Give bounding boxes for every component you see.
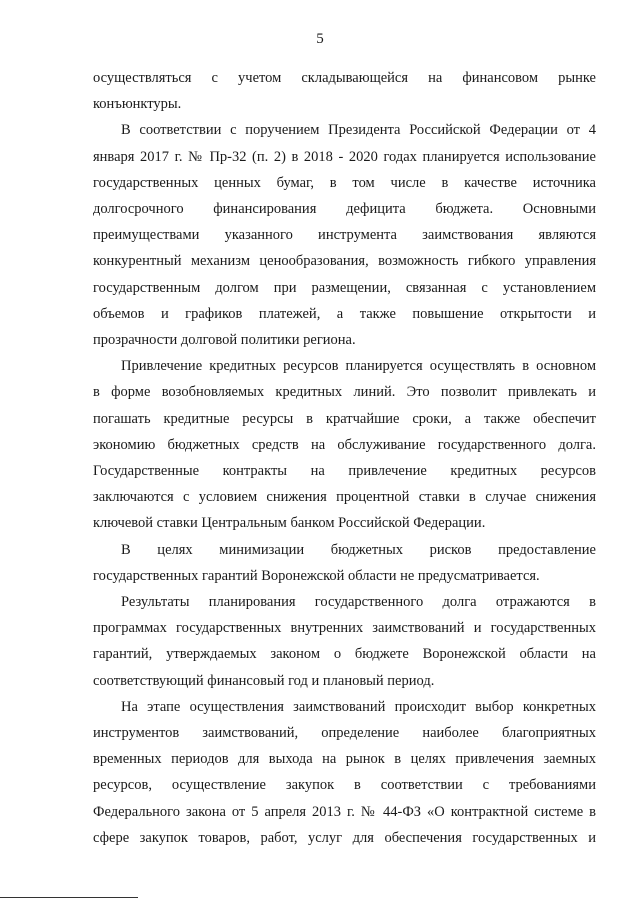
paragraph-3 (93, 353, 596, 536)
paragraph-6 (93, 694, 596, 851)
text-line: временных периодов для выхода на рынок в целях привлечения заемных (93, 751, 596, 768)
text-line: преимуществами указанного инструмента заимствования являются (93, 227, 596, 244)
text-line: погашать кредитные ресурсы в кратчайшие сроки, а также обеспечит (93, 410, 596, 427)
text-line: инструментов заимствований, определение наиболее благоприятных (93, 725, 596, 742)
text-line: Федерального закона от 5 апреля 2013 г. № 44-ФЗ «О контрактной системе в (93, 803, 596, 820)
text-line: конкурентный механизм ценообразования, возможность гибкого управления (93, 253, 596, 270)
text-line: государственных гарантий Воронежской области не предусматривается. (93, 567, 540, 584)
text-line: объемов и графиков платежей, а также повышение открытости и (93, 305, 596, 322)
text-line: На этапе осуществления заимствований происходит выбор конкретных (121, 698, 596, 715)
footnote-separator-line (0, 897, 138, 898)
text-line: сфере закупок товаров, работ, услуг для обеспечения государственных и (93, 829, 596, 846)
page-number: 5 (316, 31, 324, 47)
text-line: в форме возобновляемых кредитных линий. Это позволит привлекать и (93, 384, 596, 401)
text-line: гарантий, утверждаемых законом о бюджете Воронежской области на (93, 646, 596, 663)
text-line: В целях минимизации бюджетных рисков предоставление (121, 541, 596, 558)
text-line: прозрачности долговой политики региона. (93, 332, 356, 349)
text-line: января 2017 г. № Пр-32 (п. 2) в 2018 - 2020 годах планируется использование (93, 148, 596, 165)
text-line: осуществляться с учетом складывающейся на финансовом рынке (93, 70, 596, 86)
text-line: Государственные контракты на привлечение кредитных ресурсов (93, 463, 596, 480)
text-line: заключаются с условием снижения процентной ставки в случае снижения (93, 489, 596, 506)
document-body (93, 65, 596, 851)
text-line: соответствующий финансовый год и плановый период. (93, 672, 435, 689)
text-line: Результаты планирования государственного долга отражаются в (121, 594, 596, 611)
text-line: Привлечение кредитных ресурсов планируется осуществлять в основном (121, 358, 596, 375)
text-line: экономию бюджетных средств на обслуживание государственного долга. (93, 436, 596, 453)
paragraph-5 (93, 589, 596, 694)
paragraph-4 (93, 537, 596, 589)
text-line: конъюнктуры. (93, 96, 182, 113)
text-line: В соответствии с поручением Президента Российской Федерации от 4 (121, 122, 596, 139)
text-line: ключевой ставки Центральным банком Российской Федерации. (93, 515, 486, 532)
text-line: долгосрочного финансирования дефицита бюджета. Основными (93, 201, 596, 218)
text-line: государственных ценных бумаг, в том числе в качестве источника (93, 174, 596, 191)
text-line: государственным долгом при размещении, связанная с установлением (93, 279, 596, 296)
text-line: программах государственных внутренних заимствований и государственных (93, 620, 596, 637)
paragraph-2 (93, 117, 596, 353)
text-line: ресурсов, осуществление закупок в соответствии с требованиями (93, 777, 596, 794)
paragraph-1 (93, 65, 596, 117)
